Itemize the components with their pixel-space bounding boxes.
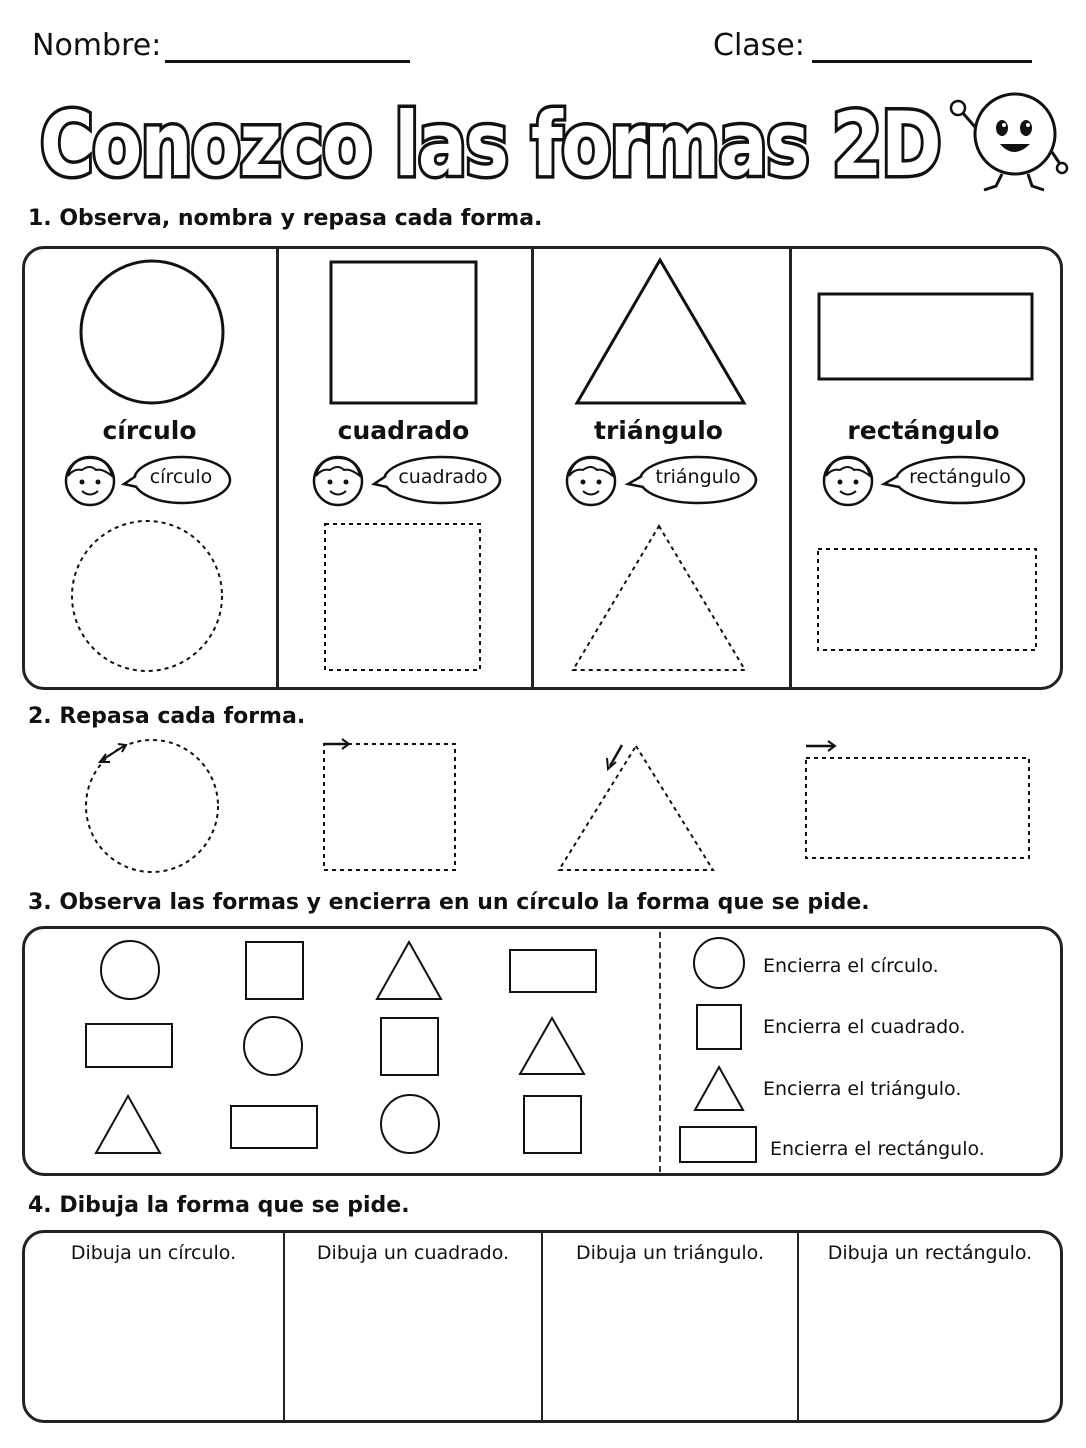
shape-name-rectangle: rectángulo [847,416,1000,445]
kid-face-icon [62,452,118,508]
drawing-area-triangle[interactable] [545,1275,795,1419]
circle-option [244,1017,302,1075]
circle-trace [72,521,222,671]
bubble-text-triangle: triángulo [655,466,741,488]
rectangle-option [86,1024,172,1067]
instruction-square: Encierra el cuadrado. [763,1016,966,1038]
rectangle-trace [818,549,1036,650]
triangle-trace [573,526,745,670]
drawing-area-square[interactable] [287,1275,539,1419]
instruction-rectangle: Encierra el rectángulo. [770,1138,985,1160]
rectangle-option [231,1106,317,1148]
shape-name-triangle: triángulo [594,416,723,445]
triangle-option [520,1018,584,1074]
circle-option [101,941,159,999]
rectangle-trace [806,758,1029,858]
circle-option [381,1095,439,1153]
kid-face-icon [310,452,366,508]
square-trace [324,744,455,870]
section-2-shapes [0,730,1086,880]
arrow-icon [102,746,124,760]
circle-trace [86,740,218,872]
circle-icon [694,938,744,988]
bubble-text-rectangle: rectángulo [909,466,1011,488]
bubble-text-square: cuadrado [398,466,488,488]
shape-name-square: cuadrado [337,416,470,445]
section-4-title: 4. Dibuja la forma que se pide. [28,1193,410,1218]
shape-name-circle: círculo [102,416,197,445]
triangle-shape [577,260,744,403]
square-shape [331,262,476,403]
section-3-title: 3. Observa las formas y encierra en un círculo la forma que se pide. [28,890,870,915]
draw-prompt-square: Dibuja un cuadrado. [316,1242,510,1264]
circle-shape [81,261,223,403]
name-label: Nombre: [32,28,162,63]
name-field[interactable] [165,60,410,63]
drawing-area-circle[interactable] [26,1275,281,1419]
class-label: Clase: [713,28,805,63]
section-2-title: 2. Repasa cada forma. [28,704,306,729]
draw-prompt-circle: Dibuja un círculo. [70,1242,237,1264]
instruction-circle: Encierra el círculo. [763,955,939,977]
class-field[interactable] [812,60,1032,63]
square-option [381,1018,438,1075]
page-title-text: Conozco las formas 2D [40,93,940,196]
kid-face-icon [563,452,619,508]
square-trace [325,524,480,670]
draw-prompt-rectangle: Dibuja un rectángulo. [827,1242,1033,1264]
triangle-trace [559,746,713,870]
drawing-area-rectangle[interactable] [801,1275,1059,1419]
section-1-title: 1. Observa, nombra y repasa cada forma. [28,206,543,231]
rectangle-icon [680,1127,756,1162]
draw-prompt-triangle: Dibuja un triángulo. [575,1242,765,1264]
rectangle-shape [819,294,1032,379]
page-title [30,80,950,200]
kid-face-icon [820,452,876,508]
triangle-option [377,942,441,999]
rectangle-option [510,950,596,992]
square-option [246,942,303,999]
triangle-icon [695,1067,743,1110]
bubble-text-circle: círculo [149,466,213,488]
circle-mascot-icon [940,82,1075,202]
square-icon [697,1005,741,1049]
instruction-triangle: Encierra el triángulo. [763,1078,962,1100]
triangle-option [96,1096,160,1153]
square-option [524,1096,581,1153]
